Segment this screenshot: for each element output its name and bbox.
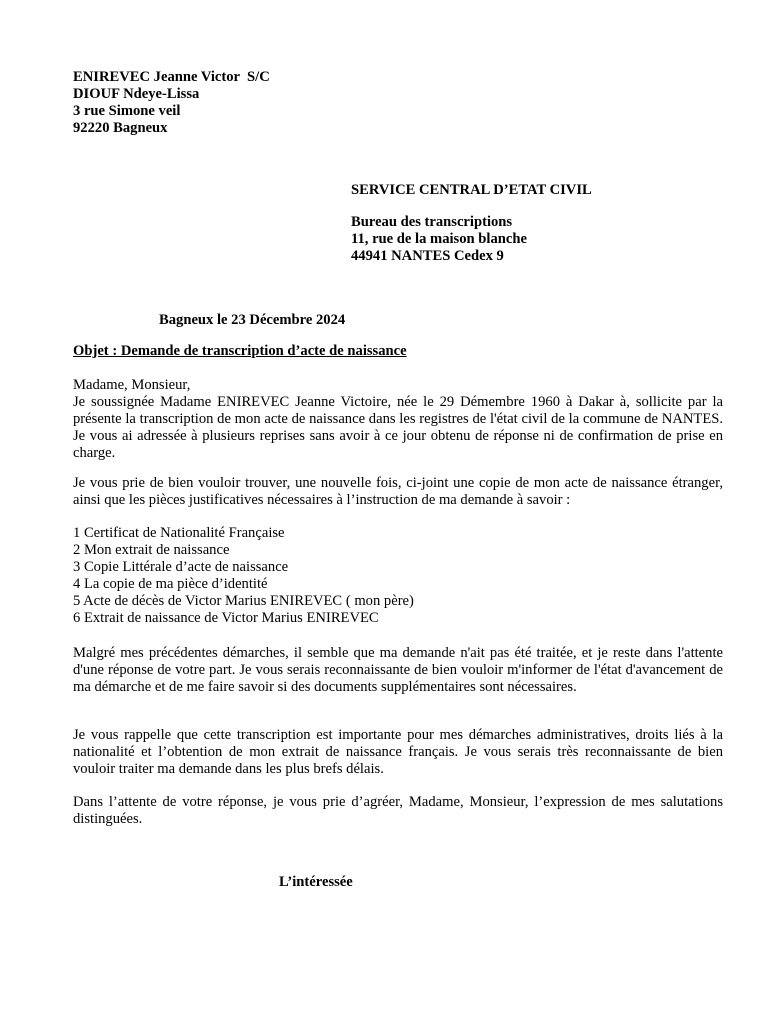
body-paragraph: Je soussignée Madame ENIREVEC Jeanne Victoire, née le 29 Démembre 1960 à Dakar à, sollicite par la présente la transcription de mon acte de naissance dans les registres de l'état civil de la commune de NANTES. Je vous ai adressée à plusieurs reprises sans avoir à ce jour obtenu de réponse ni de confirmation de prise en charge. — [73, 394, 723, 461]
list-item: 4 La copie de ma pièce d’identité — [73, 576, 268, 592]
sender-street-line: 3 rue Simone veil — [73, 103, 181, 119]
list-item: 5 Acte de décès de Victor Marius ENIREVEC ( mon père) — [73, 593, 414, 609]
sender-address — [73, 69, 270, 137]
signature-line: L’intéressée — [279, 874, 353, 890]
date-line: Bagneux le 23 Décembre 2024 — [159, 312, 346, 328]
greeting: Madame, Monsieur, — [73, 377, 191, 393]
recipient-city-line: 44941 NANTES Cedex 9 — [351, 248, 504, 264]
recipient-address — [351, 214, 527, 265]
body-paragraph: Je vous prie de bien vouloir trouver, une nouvelle fois, ci-joint une copie de mon acte de naissance étranger, ainsi que les pièces justificatives nécessaires à l’instruction de ma demande à savoir : — [73, 475, 723, 508]
sender-care-of-line: DIOUF Ndeye-Lissa — [73, 86, 200, 102]
document-list — [73, 525, 414, 627]
subject-line: Objet : Demande de transcription d’acte de naissance — [73, 343, 407, 359]
list-item: 6 Extrait de naissance de Victor Marius ENIREVEC — [73, 610, 379, 626]
list-item: 1 Certificat de Nationalité Française — [73, 525, 285, 541]
body-paragraph: Je vous rappelle que cette transcription est importante pour mes démarches administratives, droits liés à la nationalité et l’obtention de mon extrait de naissance français. Je vous serais très reconnaissante de bien vouloir traiter ma demande dans les plus brefs délais. — [73, 727, 723, 777]
body-paragraph: Malgré mes précédentes démarches, il semble que ma demande n'ait pas été traitée, et je reste dans l'attente d'une réponse de votre part. Je vous serais reconnaissante de bien vouloir m'informer de l'état d'avancement de ma démarche et de me faire savoir si des documents supplémentaires sont nécessaires. — [73, 645, 723, 695]
sender-city-line: 92220 Bagneux — [73, 120, 168, 136]
recipient-bureau-line: Bureau des transcriptions — [351, 214, 513, 230]
list-item: 3 Copie Littérale d’acte de naissance — [73, 559, 289, 575]
recipient-street-line: 11, rue de la maison blanche — [351, 231, 527, 247]
closing-paragraph: Dans l’attente de votre réponse, je vous prie d’agréer, Madame, Monsieur, l’expression de mes salutations distinguées. — [73, 794, 723, 827]
sender-name-line: ENIREVEC Jeanne Victor S/C — [73, 69, 270, 85]
recipient-service: SERVICE CENTRAL D’ETAT CIVIL — [351, 182, 592, 198]
list-item: 2 Mon extrait de naissance — [73, 542, 230, 558]
